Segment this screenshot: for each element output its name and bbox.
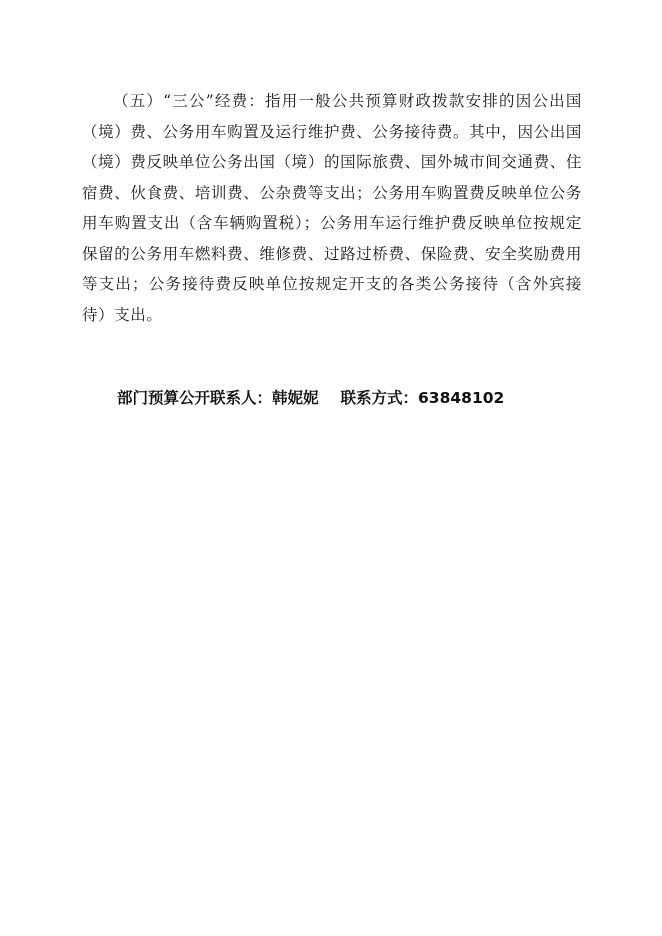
three-public-expenses-paragraph: （五）“三公”经费：指用一般公共预算财政拨款安排的因公出国（境）费、公务用车购置及运行维护费、公务接待费。其中，因公出国（境）费反映单位公务出国（境）的国际旅费、国外城市间交通费、住宿费、伙食费、培训费、公杂费等支出；公务用车购置费反映单位公务用车购置支出（含车辆购置税）；公务用车运行维护费反映单位按规定保留的公务用车燃料费、维修费、过路过桥费、保险费、安全奖励费用等支出；公务接待费反映单位按规定开支的各类公务接待（含外宾接待）支出。 [82, 92, 582, 324]
contact-person: 部门预算公开联系人：韩妮妮 [117, 389, 319, 407]
contact-line [117, 386, 504, 410]
contact-method: 联系方式：63848102 [340, 389, 505, 407]
